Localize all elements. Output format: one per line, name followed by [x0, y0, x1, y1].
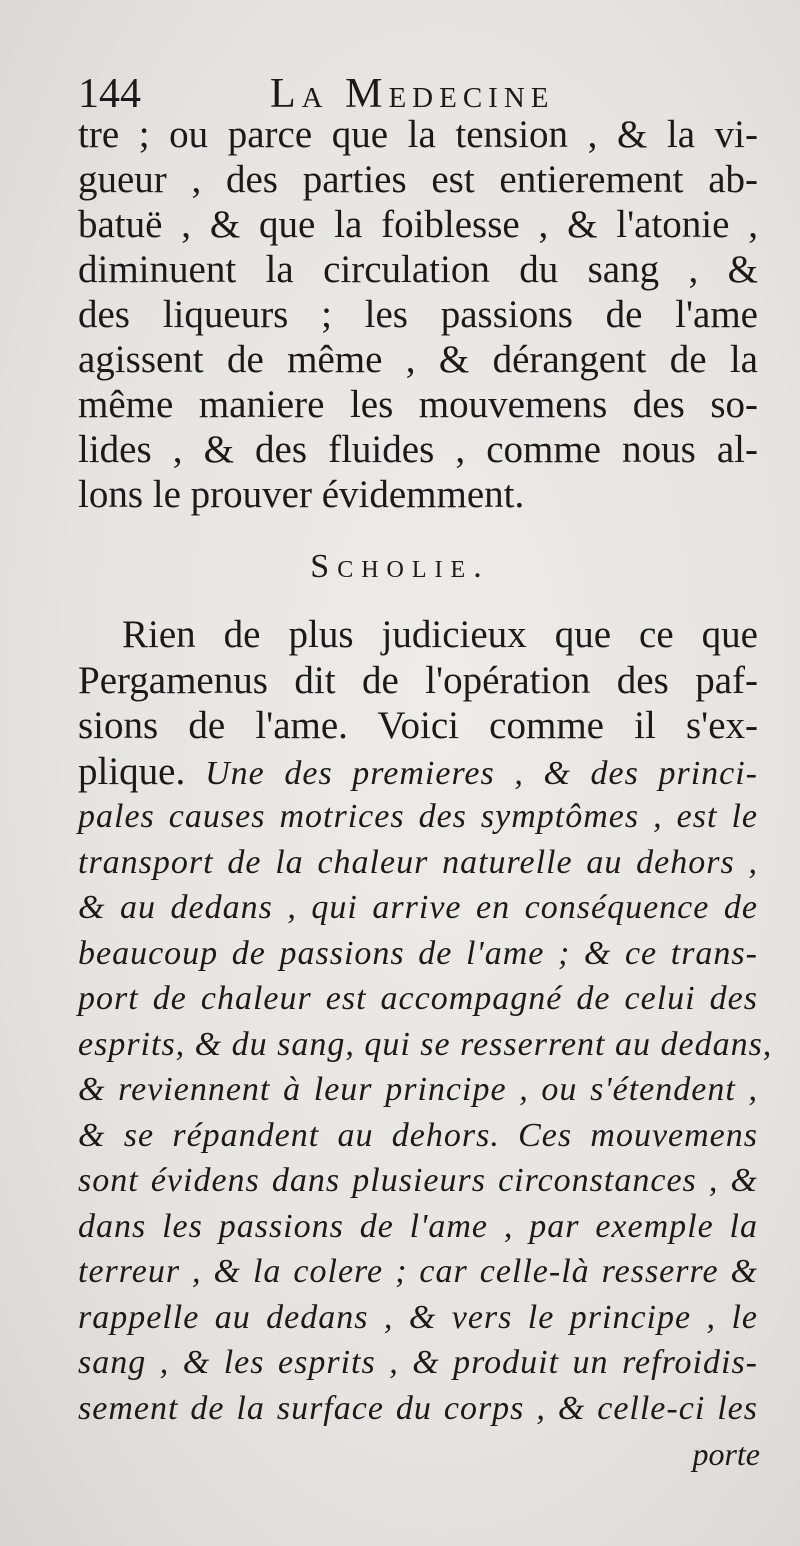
text-line: tre ; ou parce que la tension , & la vi- [78, 113, 758, 156]
italic-line: esprits, & du sang, qui se resserrent au dedans, [78, 1025, 773, 1063]
italic-line: sont évidens dans plusieurs circonstances , & [78, 1162, 758, 1199]
text-line: Pergamenus dit de l'opération des paf- [78, 658, 758, 702]
page-number: 144 [78, 71, 141, 117]
catchword: porte [692, 1436, 760, 1472]
italic-line: & au dedans , qui arrive en conséquence de [78, 889, 758, 926]
running-title: La Medecine [270, 71, 555, 117]
text-line: lides , & des fluides , comme nous al- [78, 428, 758, 471]
italic-line: sang , & les esprits , & produit un refroidis- [78, 1344, 758, 1381]
italic-line: port de chaleur est accompagné de celui des [78, 980, 758, 1017]
text-line: agissent de même , & dérangent de la [78, 338, 758, 381]
body-paragraph [78, 112, 758, 517]
text-line: des liqueurs ; les passions de l'ame [78, 293, 758, 336]
text-line: lons le prouver évidemment. [78, 473, 525, 516]
italic-line: & se répandent au dehors. Ces mouvemens [78, 1116, 758, 1154]
italic-line: rappelle au dedans , & vers le principe , le [78, 1298, 758, 1336]
italic-line: pales causes motrices des symptômes , est le [78, 798, 758, 835]
text-line: Rien de plus judicieux que ce que [122, 613, 758, 656]
italic-text: Une des premieres , & des princi- [205, 754, 759, 792]
text-line: sions de l'ame. Voici comme il s'ex- [78, 704, 758, 747]
italic-line: dans les passions de l'ame , par exemple la [78, 1207, 758, 1245]
text-line: même maniere les mouvemens des so- [78, 383, 758, 426]
italic-line: sement de la surface du corps , & celle-ci les [78, 1389, 758, 1427]
text-line-mixed [78, 749, 758, 795]
roman-text: plique. [78, 749, 186, 793]
section-title: Scholie. [310, 548, 490, 585]
scholie-paragraph [78, 612, 773, 1431]
italic-line: beaucoup de passions de l'ame ; & ce trans- [78, 934, 758, 972]
text-line: gueur , des parties est entierement ab- [78, 158, 758, 201]
italic-line: transport de la chaleur naturelle au dehors , [78, 843, 758, 881]
italic-line: & reviennent à leur principe , ou s'étendent , [78, 1071, 758, 1108]
text-line: diminuent la circulation du sang , & [78, 248, 758, 291]
text-line: batuë , & que la foiblesse , & l'atonie , [78, 203, 758, 246]
italic-line: terreur , & la colere ; car celle-là resserre & [78, 1253, 758, 1290]
